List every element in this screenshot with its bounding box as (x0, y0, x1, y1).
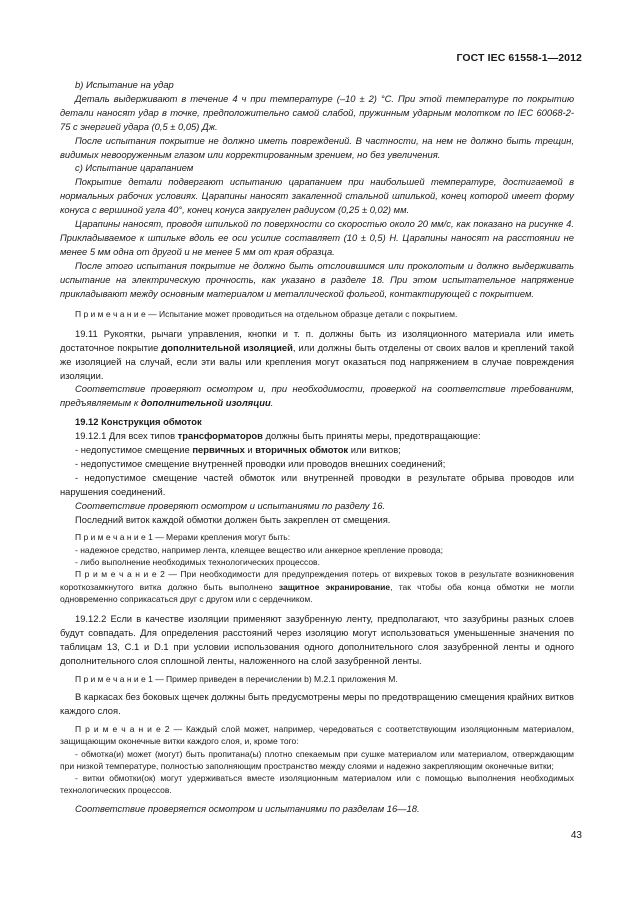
term-primary: первичных (192, 444, 245, 456)
compliance-final: Соответствие проверяется осмотром и испытаниями по разделам 16—18. (75, 802, 420, 814)
scratch-test-paragraph-2: Царапины наносят, проводя шпилькой по поверхности со скоростью около 20 мм/с, как показано на рисунке 4. Прикладываемое к шпильке вдоль ее оси усилие составляет (10 ± 0,5) Н. Царапины наносят на расстоянии не менее 5 мм одна от другой и не менее 5 мм от края образца. (60, 218, 574, 257)
impact-test-paragraph-2: После испытания покрытие не должно иметь повреждений. В частности, на нем не должно быть трещин, видимых невооруженным глазом или корректированным зрением, но без увеличения. (60, 134, 574, 160)
clause-19-11-text-c: , или должны быть отделены от своих валов и креплений такой же изоляцией на случай, если эти валы или крепления могут оказаться под напряжением в случае повреждения изоляции. (60, 341, 574, 381)
note-2-bullet-2: - витки обмотки(ок) могут удерживаться вместе изоляционным материалом или с помощью выполнения необходимых технологических процессов. (60, 773, 574, 796)
bullet-1-text-a: - недопустимое смещение (75, 444, 193, 456)
note-1-bullet-1: - надежное средство, например лента, клеящее вещество или анкерное крепление провода; (75, 544, 444, 555)
note-2 (60, 568, 574, 605)
note-1b-label: П р и м е ч а н и е 1 (75, 673, 153, 684)
note-2b-label: П р и м е ч а н и е 2 (75, 724, 170, 734)
note-2-label: П р и м е ч а н и е 2 (75, 569, 165, 580)
clause-19-12-2: 19.12.2 Если в качестве изоляции применяют зазубренную ленту, предполагают, что зазубрины разных слоев будут совпадать. Для определения расстояний через изоляцию могут использоваться уменьшенные значения по таблицам 13, С.1 и D.1 при условии использования одного дополнительного слоя зазубренной ленты и одного дополнительного слоя сплошной ленты, наложенного на слой зазубренной ленты. (60, 613, 574, 666)
compliance-19-12-1: Соответствие проверяют осмотром и испытаниями по разделу 16. (75, 499, 386, 511)
term-supplementary-insulation: дополнительной изоляцией (161, 341, 293, 353)
note-1 (60, 531, 574, 543)
note-2-text-a: — При необходимости для предупреждения потерь от вихревых токов в результате возникновения короткозамкнутого витка должно быть выполнено (60, 569, 575, 592)
frames-paragraph: В каркасах без боковых щечек должны быть предусмотрены меры по предотвращению смещения крайних витков каждого слоя. (60, 691, 574, 717)
page-number: 43 (570, 830, 582, 841)
note-1-bullet-2: - либо выполнение необходимых технологических процессов. (75, 557, 320, 568)
standard-header: ГОСТ IEC 61558-1—2012 (456, 52, 582, 64)
impact-test-heading: b) Испытание на удар (75, 79, 174, 90)
note-text: — Испытание может проводиться на отдельном образце детали с покрытием. (145, 308, 458, 319)
note-label: П р и м е ч а н и е (75, 308, 146, 319)
heading-19-12-text: 19.12 Конструкция обмоток (75, 416, 202, 428)
note-1-label: П р и м е ч а н и е 1 (75, 532, 153, 543)
clause-19-12-1-text-a: 19.12.1 Для всех типов (75, 430, 178, 442)
bullet-1-text-c: и (244, 444, 256, 456)
page-body (60, 78, 574, 816)
note-19-10 (60, 308, 574, 320)
note-2-bullet-1: - обмотка(и) может (могут) быть пропитана(ы) плотно спекаемым при сушке материалом или материалом, отверждающим при низкой температуре, полностью заполняющим пространство между слоями и надежно закрепляющим оконечные витки; (60, 748, 574, 771)
compliance-19-11-text-a: Соответствие проверяют осмотром и, при необходимости, проверкой на соответствие требованиям, предъявляемым к (60, 383, 574, 409)
term-secondary-windings: вторичных обмоток (255, 444, 349, 456)
compliance-19-11-text-c: . (270, 397, 274, 409)
scratch-test-heading: c) Испытание царапанием (75, 162, 194, 174)
clause-19-11 (60, 327, 574, 383)
bullet-windings (60, 443, 574, 457)
heading-19-12 (60, 415, 574, 429)
note-1-text: — Мерами крепления могут быть: (152, 532, 291, 543)
bullet-wire-break: - недопустимое смещение частей обмоток или внутренней проводки в результате обрыва проводов или нарушения соединений. (60, 471, 574, 497)
clause-19-11-text-a: 19.11 Рукоятки, рычаги управления, кнопки и т. п. должны быть из изоляционного материала или иметь достаточное покрытие (60, 327, 574, 353)
impact-test-paragraph-1: Деталь выдерживают в течение 4 ч при температуре (–10 ± 2) °С. При этой температуре по покрытию детали наносят удар в точке, предположительно самой слабой, пружинным ударным молотком по IEC 60068-2-75 с энергией удара (0,5 ± 0,05) Дж. (60, 92, 574, 132)
note-1-example (60, 673, 574, 685)
bullet-internal-wiring: - недопустимое смещение внутренней проводки или проводов внешних соединений; (75, 457, 446, 469)
last-turn-paragraph: Последний виток каждой обмотки должен быть закреплен от смещения. (75, 513, 391, 525)
note-2b-text: — Каждый слой может, например, чередоваться с соответствующим изоляционным материалом, защищающим оконечные витки каждого слоя, и, кроме того: (60, 724, 574, 747)
scratch-test-paragraph-3: После этого испытания покрытие не должно быть отслоившимся или проколотым и должно выдерживать испытание на электрическую прочность, как указано в разделе 18. При этом испытательное напряжение прикладывают между основным материалом и металлической фольгой, контактирующей с покрытием. (60, 259, 574, 299)
scratch-test-paragraph-1: Покрытие детали подвергают испытанию царапанием при наибольшей температуре, достигаемой в нормальных рабочих условиях. Царапины наносят закаленной стальной шпилькой, конец которой имеет форму конуса с вершиной угла 40°, конец конуса закруглен радиусом (0,25 ± 0,02) мм. (60, 176, 574, 216)
note-2-layers (60, 723, 574, 748)
bullet-1-text-e: или витков; (348, 444, 401, 456)
note-2-text-c: , так чтобы оба конца обмотки не могли одновременно соприкасаться друг с другом или с сердечником. (60, 581, 575, 604)
term-protective-screening: защитное экранирование (278, 581, 391, 592)
compliance-19-11 (60, 382, 574, 410)
clause-19-12-1-text-c: должны быть приняты меры, предотвращающие: (262, 430, 481, 442)
clause-19-12-1 (60, 429, 574, 443)
term-transformers: трансформаторов (177, 430, 263, 442)
term-supplementary-insulation-2: дополнительной изоляции (140, 397, 271, 409)
note-1b-text: — Пример приведен в перечислении b) М.2.1 приложения М. (152, 673, 398, 684)
